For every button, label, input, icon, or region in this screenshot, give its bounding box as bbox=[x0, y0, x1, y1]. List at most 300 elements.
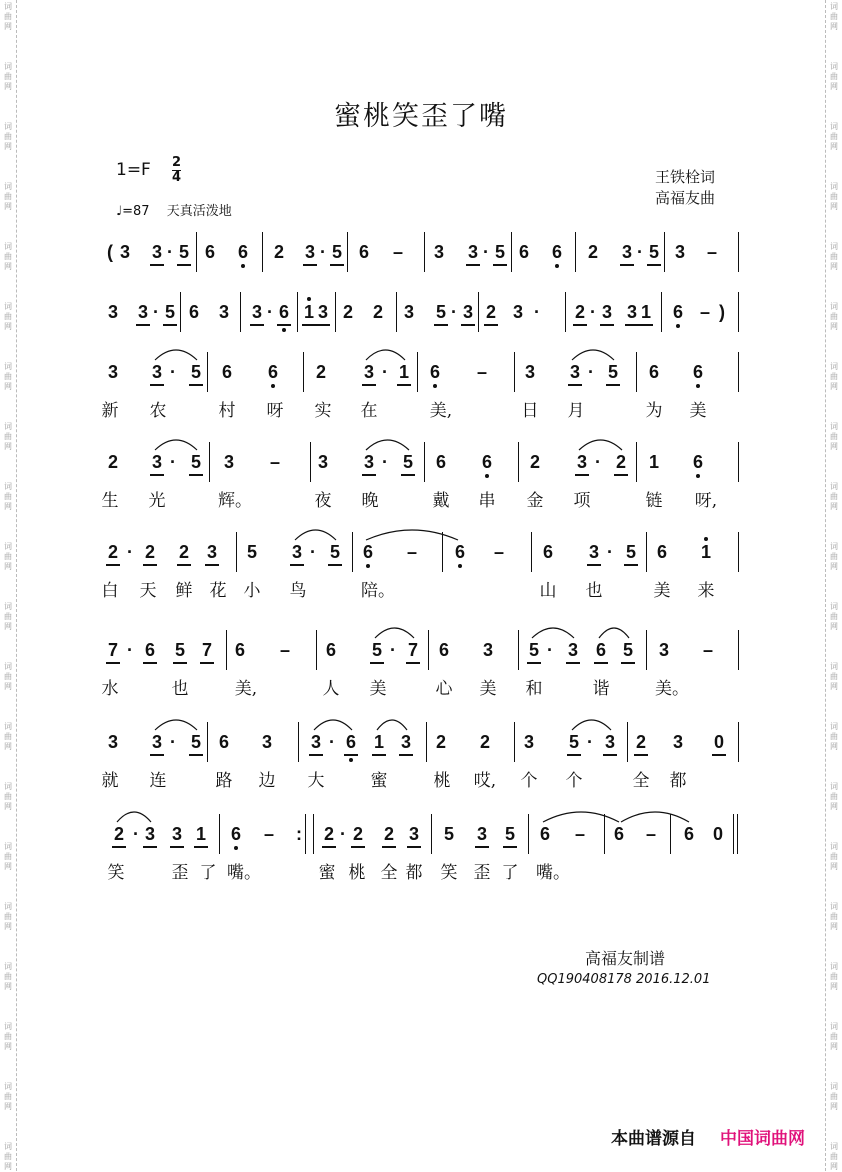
lyric: 日 bbox=[521, 401, 539, 421]
barline bbox=[262, 232, 263, 272]
watermark-text: 词 曲 网 bbox=[830, 662, 838, 691]
eighth-underline bbox=[461, 324, 475, 326]
watermark-text: 词 曲 网 bbox=[830, 482, 838, 511]
note: – bbox=[574, 824, 586, 844]
eighth-underline bbox=[621, 662, 635, 664]
note: 3 bbox=[119, 242, 131, 262]
eighth-underline bbox=[575, 474, 589, 476]
note: 2 bbox=[479, 732, 491, 752]
eighth-underline bbox=[503, 846, 517, 848]
note: 3 bbox=[151, 452, 163, 472]
eighth-underline bbox=[194, 846, 208, 848]
note: 6 bbox=[435, 452, 447, 472]
lyric: 夜 bbox=[314, 491, 332, 511]
lyric: 蜜 bbox=[318, 863, 336, 883]
slur bbox=[314, 720, 352, 730]
watermark-text: 词 曲 网 bbox=[4, 122, 12, 151]
barline bbox=[424, 442, 425, 482]
source-label: 本曲谱源自 bbox=[611, 1129, 696, 1149]
lower-octave-dot bbox=[241, 264, 245, 268]
key-signature: 1=F bbox=[116, 160, 151, 180]
note: 6 bbox=[648, 362, 660, 382]
note: 3 bbox=[512, 302, 524, 322]
source-site-link[interactable]: 中国词曲网 bbox=[720, 1129, 805, 1149]
watermark-text: 词 曲 网 bbox=[4, 602, 12, 631]
barline bbox=[575, 232, 576, 272]
barline bbox=[297, 292, 298, 332]
slur bbox=[532, 628, 574, 638]
lower-octave-dot bbox=[282, 328, 286, 332]
note: · bbox=[170, 732, 176, 752]
lyric: 新 bbox=[101, 401, 119, 421]
note: 6 bbox=[518, 242, 530, 262]
note: 3 bbox=[151, 242, 163, 262]
note: 6 bbox=[454, 542, 466, 562]
eighth-underline bbox=[484, 324, 498, 326]
slur bbox=[366, 440, 409, 450]
slur bbox=[621, 812, 689, 822]
lyric: 个 bbox=[520, 771, 538, 791]
barline bbox=[738, 292, 739, 332]
note: 6 bbox=[539, 824, 551, 844]
note: · bbox=[390, 640, 396, 660]
lyric: 谐 bbox=[592, 679, 610, 699]
note: – bbox=[645, 824, 657, 844]
watermark-text: 词 曲 网 bbox=[4, 302, 12, 331]
barline bbox=[209, 442, 210, 482]
note: 3 bbox=[658, 640, 670, 660]
lower-octave-dot bbox=[458, 564, 462, 568]
barline bbox=[207, 352, 208, 392]
note: 3 bbox=[433, 242, 445, 262]
eighth-underline bbox=[566, 662, 580, 664]
note: 5 bbox=[178, 242, 190, 262]
note: 3 bbox=[476, 824, 488, 844]
eighth-underline bbox=[362, 474, 376, 476]
lyric: 全 bbox=[380, 863, 398, 883]
eighth-underline bbox=[189, 754, 203, 756]
lower-octave-dot bbox=[485, 474, 489, 478]
note: 5 bbox=[371, 640, 383, 660]
lyric: 桃 bbox=[348, 863, 366, 883]
lyric: 人 bbox=[322, 679, 340, 699]
lyric: 大 bbox=[307, 771, 325, 791]
note: 3 bbox=[363, 362, 375, 382]
slur bbox=[375, 628, 414, 638]
note: 5 bbox=[164, 302, 176, 322]
watermark-text: 词 曲 网 bbox=[830, 1142, 838, 1171]
barline bbox=[738, 630, 739, 670]
eighth-underline bbox=[475, 846, 489, 848]
eighth-underline bbox=[527, 662, 541, 664]
note: 6 bbox=[230, 824, 242, 844]
eighth-underline bbox=[466, 264, 480, 266]
watermark-text: 词 曲 网 bbox=[830, 2, 838, 31]
note: – bbox=[263, 824, 275, 844]
note: · bbox=[153, 302, 159, 322]
barline bbox=[442, 532, 443, 572]
note: · bbox=[382, 452, 388, 472]
lyric: 戴 bbox=[432, 491, 450, 511]
lyric: 陪。 bbox=[361, 581, 395, 601]
lyric: 月 bbox=[567, 401, 585, 421]
watermark-text: 词 曲 网 bbox=[830, 902, 838, 931]
eighth-underline bbox=[303, 264, 317, 266]
lyric: 美 bbox=[689, 401, 707, 421]
watermark-text: 词 曲 网 bbox=[4, 842, 12, 871]
note: 3 bbox=[408, 824, 420, 844]
note: · bbox=[637, 242, 643, 262]
barline bbox=[737, 814, 738, 854]
slur bbox=[572, 720, 611, 730]
lyric: 金 bbox=[526, 491, 544, 511]
lyric: 美。 bbox=[655, 679, 689, 699]
note: 5 bbox=[174, 640, 186, 660]
note: 3 bbox=[604, 732, 616, 752]
lower-octave-dot bbox=[696, 384, 700, 388]
note: 3 bbox=[462, 302, 474, 322]
lyric: 村 bbox=[218, 401, 236, 421]
note: 6 bbox=[656, 542, 668, 562]
note: 3 bbox=[674, 242, 686, 262]
lyric: 天 bbox=[139, 581, 157, 601]
slur bbox=[599, 628, 629, 638]
lower-octave-dot bbox=[433, 384, 437, 388]
lyric: 和 bbox=[525, 679, 543, 699]
barline bbox=[670, 814, 671, 854]
eighth-underline bbox=[493, 264, 507, 266]
barline bbox=[298, 722, 299, 762]
note: 2 bbox=[113, 824, 125, 844]
watermark-text: 词 曲 网 bbox=[830, 782, 838, 811]
watermark-text: 词 曲 网 bbox=[4, 662, 12, 691]
eighth-underline bbox=[434, 324, 448, 326]
lyric: 连 bbox=[149, 771, 167, 791]
barline bbox=[226, 630, 227, 670]
watermark-text: 词 曲 网 bbox=[830, 962, 838, 991]
note: 2 bbox=[635, 732, 647, 752]
eighth-underline bbox=[370, 662, 384, 664]
eighth-underline bbox=[594, 662, 608, 664]
slur bbox=[155, 720, 197, 730]
barline bbox=[511, 232, 512, 272]
lyric: 个 bbox=[565, 771, 583, 791]
barline bbox=[518, 630, 519, 670]
barline bbox=[303, 352, 304, 392]
slur bbox=[572, 350, 614, 360]
note: 3 bbox=[621, 242, 633, 262]
eighth-underline bbox=[624, 564, 638, 566]
lyric: 来 bbox=[697, 581, 715, 601]
note: 5 bbox=[528, 640, 540, 660]
note: 3 bbox=[304, 242, 316, 262]
note: 2 bbox=[273, 242, 285, 262]
lyric: 哎, bbox=[473, 771, 497, 791]
note: 3 bbox=[223, 452, 235, 472]
lyric: 为 bbox=[645, 401, 663, 421]
slur bbox=[377, 720, 407, 730]
watermark-text: 词 曲 网 bbox=[4, 422, 12, 451]
watermark-text: 词 曲 网 bbox=[4, 362, 12, 391]
eighth-underline bbox=[322, 846, 336, 848]
eighth-underline bbox=[150, 384, 164, 386]
watermark-text: 词 曲 网 bbox=[4, 2, 12, 31]
note: – bbox=[476, 362, 488, 382]
note: · bbox=[534, 302, 540, 322]
note: 5 bbox=[331, 242, 343, 262]
note: 6 bbox=[692, 452, 704, 472]
note: : bbox=[296, 824, 302, 844]
lyric: 白 bbox=[101, 581, 119, 601]
barline bbox=[646, 630, 647, 670]
note: 3 bbox=[317, 302, 329, 322]
eighth-underline bbox=[205, 564, 219, 566]
note: 1 bbox=[700, 542, 712, 562]
note: 1 bbox=[373, 732, 385, 752]
watermark-text: 词 曲 网 bbox=[4, 482, 12, 511]
lyric: 都 bbox=[669, 771, 687, 791]
lyric: 花 bbox=[209, 581, 227, 601]
barline bbox=[180, 292, 181, 332]
note: 3 bbox=[524, 362, 536, 382]
barline bbox=[514, 722, 515, 762]
lyric: 都 bbox=[405, 863, 423, 883]
note: 3 bbox=[482, 640, 494, 660]
note: 3 bbox=[206, 542, 218, 562]
eighth-underline bbox=[620, 264, 634, 266]
time-signature-top: 2 bbox=[172, 155, 182, 170]
eighth-underline bbox=[177, 564, 191, 566]
song-title: 蜜桃笑歪了嘴 bbox=[334, 101, 508, 132]
note: 6 bbox=[692, 362, 704, 382]
note: 2 bbox=[144, 542, 156, 562]
eighth-underline bbox=[351, 846, 365, 848]
eighth-underline bbox=[600, 324, 614, 326]
note: 3 bbox=[310, 732, 322, 752]
lyric: 鲜 bbox=[175, 581, 193, 601]
lower-octave-dot bbox=[555, 264, 559, 268]
note: · bbox=[607, 542, 613, 562]
lyric: 链 bbox=[645, 491, 663, 511]
note: 3 bbox=[261, 732, 273, 752]
watermark-text: 词 曲 网 bbox=[4, 1082, 12, 1111]
lyric: 山 bbox=[539, 581, 557, 601]
note: 2 bbox=[615, 452, 627, 472]
barline bbox=[664, 232, 665, 272]
note: – bbox=[699, 302, 711, 322]
lower-octave-dot bbox=[234, 846, 238, 850]
note: 2 bbox=[323, 824, 335, 844]
note: 6 bbox=[204, 242, 216, 262]
note: · bbox=[329, 732, 335, 752]
note: – bbox=[279, 640, 291, 660]
lower-octave-dot bbox=[696, 474, 700, 478]
note: · bbox=[382, 362, 388, 382]
barline bbox=[431, 814, 432, 854]
watermark-text: 词 曲 网 bbox=[830, 602, 838, 631]
note: 1 bbox=[640, 302, 652, 322]
note: 3 bbox=[251, 302, 263, 322]
note: 2 bbox=[435, 732, 447, 752]
note: – bbox=[392, 242, 404, 262]
note: 2 bbox=[315, 362, 327, 382]
barline bbox=[518, 442, 519, 482]
note: 6 bbox=[542, 542, 554, 562]
watermark-text: 词 曲 网 bbox=[4, 1022, 12, 1051]
note: 6 bbox=[144, 640, 156, 660]
lyric: 串 bbox=[478, 491, 496, 511]
lyric: 嘴。 bbox=[227, 863, 261, 883]
note: 2 bbox=[383, 824, 395, 844]
eighth-underline bbox=[150, 474, 164, 476]
lyric: 美 bbox=[369, 679, 387, 699]
eighth-underline bbox=[639, 324, 653, 326]
note: 3 bbox=[137, 302, 149, 322]
eighth-underline bbox=[603, 754, 617, 756]
barline bbox=[627, 722, 628, 762]
watermark-text: 词 曲 网 bbox=[830, 122, 838, 151]
note: 6 bbox=[267, 362, 279, 382]
eighth-underline bbox=[587, 564, 601, 566]
note: · bbox=[483, 242, 489, 262]
note: 5 bbox=[190, 452, 202, 472]
note: 5 bbox=[190, 732, 202, 752]
eighth-underline bbox=[200, 662, 214, 664]
barline bbox=[207, 722, 208, 762]
watermark-text: 词 曲 网 bbox=[830, 542, 838, 571]
note: · bbox=[320, 242, 326, 262]
note: 6 bbox=[613, 824, 625, 844]
eighth-underline bbox=[362, 384, 376, 386]
lyric: 全 bbox=[632, 771, 650, 791]
lyric: 呀 bbox=[266, 401, 284, 421]
barline bbox=[514, 352, 515, 392]
eighth-underline bbox=[143, 564, 157, 566]
note: 3 bbox=[403, 302, 415, 322]
note: · bbox=[170, 362, 176, 382]
slur bbox=[366, 350, 405, 360]
note: 0 bbox=[712, 824, 724, 844]
barline bbox=[310, 442, 311, 482]
composer-credit: 高福友曲 bbox=[655, 189, 716, 207]
tempo-marking: ♩=87 天真活泼地 bbox=[116, 204, 232, 219]
note: · bbox=[547, 640, 553, 660]
note: 5 bbox=[246, 542, 258, 562]
note: 2 bbox=[574, 302, 586, 322]
lyric: 项 bbox=[573, 491, 591, 511]
barline bbox=[531, 532, 532, 572]
eighth-underline bbox=[136, 324, 150, 326]
note: – bbox=[406, 542, 418, 562]
note: · bbox=[595, 452, 601, 472]
note: 5 bbox=[443, 824, 455, 844]
eighth-underline bbox=[399, 754, 413, 756]
watermark-text: 词 曲 网 bbox=[830, 242, 838, 271]
arranger-credit: 高福友制谱 bbox=[585, 949, 666, 968]
eighth-underline bbox=[647, 264, 661, 266]
note: 1 bbox=[398, 362, 410, 382]
note: 3 bbox=[576, 452, 588, 472]
note: 3 bbox=[107, 362, 119, 382]
note: 3 bbox=[626, 302, 638, 322]
note: · bbox=[340, 824, 346, 844]
barline bbox=[236, 532, 237, 572]
barline bbox=[219, 814, 220, 854]
barline bbox=[316, 630, 317, 670]
note: · bbox=[310, 542, 316, 562]
eighth-underline bbox=[712, 754, 726, 756]
barline bbox=[738, 532, 739, 572]
lyric: 蜜 bbox=[370, 771, 388, 791]
eighth-underline bbox=[106, 564, 120, 566]
eighth-underline bbox=[344, 754, 358, 756]
lyric: 桃 bbox=[433, 771, 451, 791]
note: · bbox=[267, 302, 273, 322]
barline bbox=[646, 532, 647, 572]
eighth-underline bbox=[309, 754, 323, 756]
eighth-underline bbox=[250, 324, 264, 326]
lyric: 美 bbox=[479, 679, 497, 699]
note: 6 bbox=[429, 362, 441, 382]
watermark-text: 词 曲 网 bbox=[830, 722, 838, 751]
eighth-underline bbox=[173, 662, 187, 664]
note: 3 bbox=[569, 362, 581, 382]
eighth-underline bbox=[170, 846, 184, 848]
barline bbox=[636, 352, 637, 392]
lyric: 也 bbox=[585, 581, 603, 601]
eighth-underline bbox=[189, 384, 203, 386]
barline bbox=[738, 232, 739, 272]
note: 2 bbox=[107, 542, 119, 562]
watermark-text: 词 曲 网 bbox=[830, 1022, 838, 1051]
note: 3 bbox=[400, 732, 412, 752]
note: 6 bbox=[551, 242, 563, 262]
note: 3 bbox=[151, 732, 163, 752]
watermark-text: 词 曲 网 bbox=[4, 182, 12, 211]
watermark-text: 词 曲 网 bbox=[4, 902, 12, 931]
slur bbox=[579, 440, 622, 450]
note: 6 bbox=[362, 542, 374, 562]
note: 3 bbox=[291, 542, 303, 562]
note: 6 bbox=[188, 302, 200, 322]
lyric: 了 bbox=[501, 863, 519, 883]
watermark-text: 词 曲 网 bbox=[4, 1142, 12, 1171]
watermark-text: 词 曲 网 bbox=[830, 1082, 838, 1111]
watermark-text: 词 曲 网 bbox=[4, 782, 12, 811]
watermark-text: 词 曲 网 bbox=[4, 542, 12, 571]
slur bbox=[543, 812, 619, 822]
barline bbox=[352, 532, 353, 572]
lyric: 美 bbox=[653, 581, 671, 601]
note: · bbox=[167, 242, 173, 262]
lyric: 歪 bbox=[171, 863, 189, 883]
barline bbox=[428, 630, 429, 670]
note: 5 bbox=[402, 452, 414, 472]
note: · bbox=[170, 452, 176, 472]
lyric: 鸟 bbox=[289, 581, 307, 601]
lyric: 歪 bbox=[473, 863, 491, 883]
note: 7 bbox=[407, 640, 419, 660]
note: 6 bbox=[221, 362, 233, 382]
eighth-underline bbox=[106, 662, 120, 664]
eighth-underline bbox=[112, 846, 126, 848]
barline bbox=[636, 442, 637, 482]
time-signature-bottom: 4 bbox=[172, 170, 182, 185]
lower-octave-dot bbox=[366, 564, 370, 568]
lyric: 了 bbox=[199, 863, 217, 883]
note: 3 bbox=[144, 824, 156, 844]
contact-date: QQ190408178 2016.12.01 bbox=[537, 972, 711, 987]
